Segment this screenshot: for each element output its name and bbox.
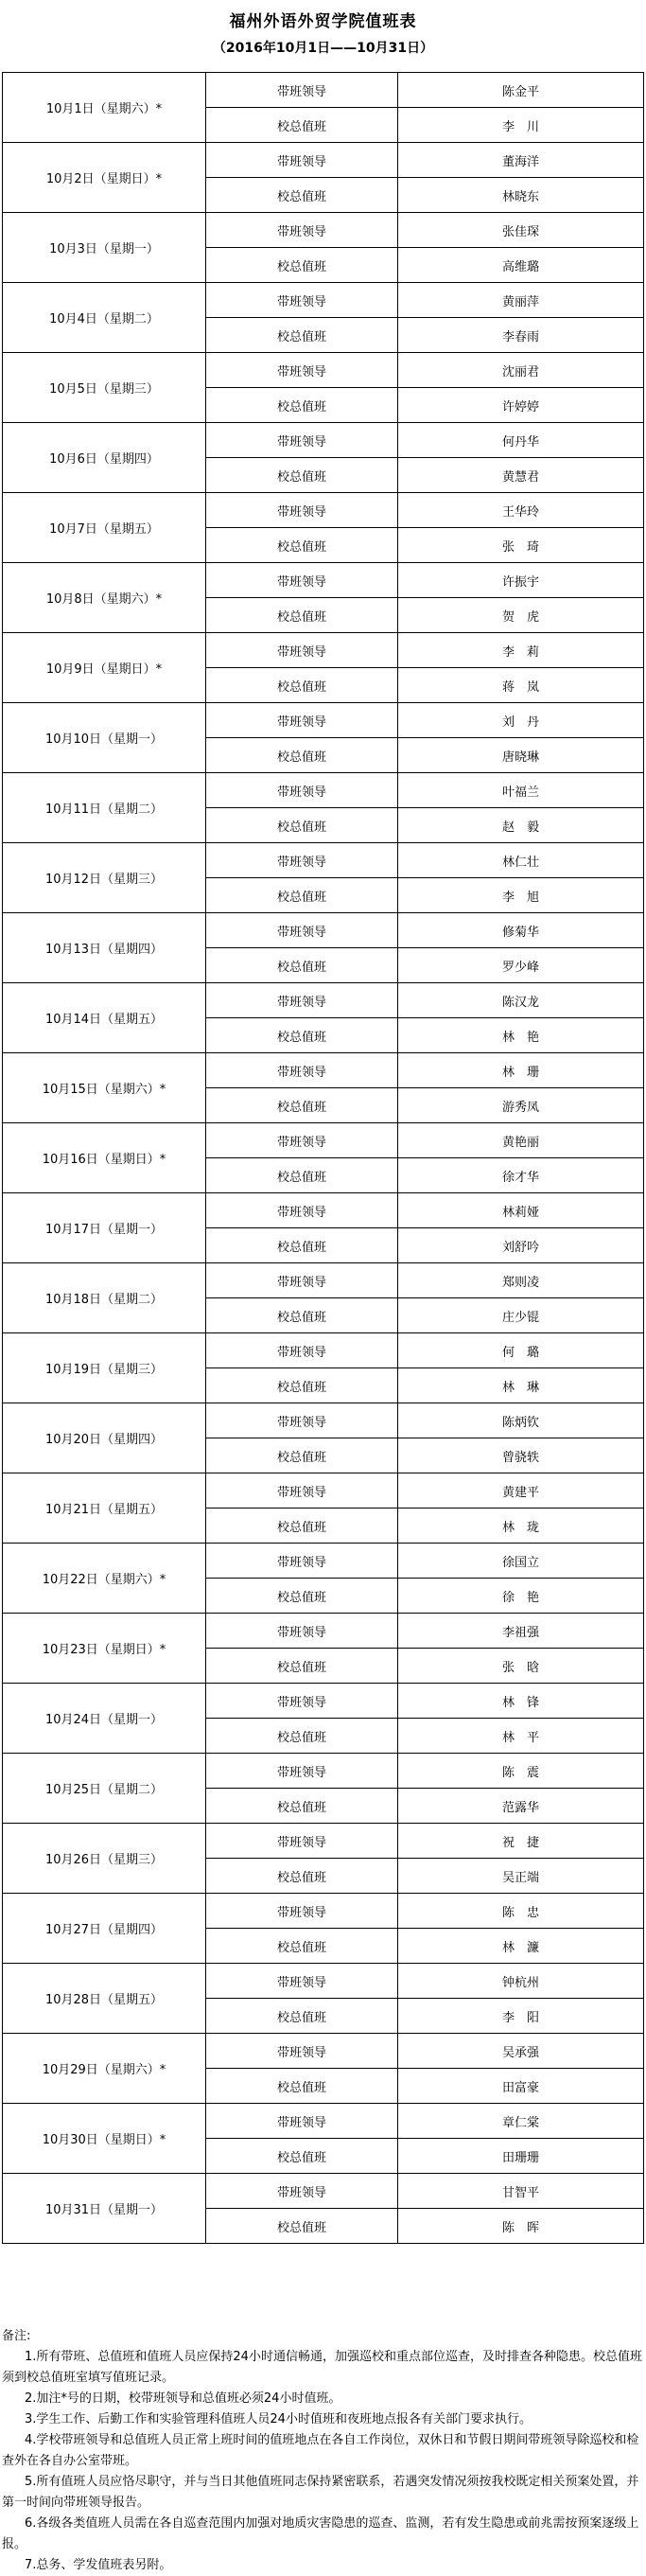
duty-role-cell: 校总值班 bbox=[206, 1579, 398, 1614]
lead-role-cell: 带班领导 bbox=[206, 143, 398, 178]
lead-role-cell: 带班领导 bbox=[206, 1754, 398, 1789]
duty-row-lead bbox=[3, 633, 644, 668]
duty-date-cell: 10月30日（星期日）* bbox=[3, 2104, 206, 2174]
duty-row-lead bbox=[3, 423, 644, 458]
lead-name-cell: 章仁棠 bbox=[398, 2104, 644, 2139]
lead-role-cell: 带班领导 bbox=[206, 73, 398, 108]
lead-role-cell: 带班领导 bbox=[206, 1614, 398, 1649]
page-title: 福州外语外贸学院值班表 bbox=[229, 12, 417, 31]
lead-name-cell: 甘智平 bbox=[398, 2174, 644, 2209]
duty-date-cell: 10月23日（星期日）* bbox=[3, 1614, 206, 1684]
duty-name-cell: 林 艳 bbox=[398, 1018, 644, 1053]
duty-role-cell: 校总值班 bbox=[206, 1929, 398, 1964]
lead-role-cell: 带班领导 bbox=[206, 563, 398, 598]
duty-role-cell: 校总值班 bbox=[206, 2139, 398, 2174]
lead-name-cell: 董海洋 bbox=[398, 143, 644, 178]
note-item: 1.所有带班、总值班和值班人员应保持24小时通信畅通，加强巡校和重点部位巡查，及时排查各种隐患。校总值班须到校总值班室填写值班记录。 bbox=[2, 2350, 642, 2385]
duty-role-cell: 校总值班 bbox=[206, 1509, 398, 1544]
duty-name-cell: 徐才华 bbox=[398, 1158, 644, 1193]
duty-name-cell: 吴正端 bbox=[398, 1859, 644, 1894]
note-item: 6.各级各类值班人员需在各自巡查范围内加强对地质灾害隐患的巡查、监测，若有发生隐患或前兆需按预案逐级上报。 bbox=[2, 2516, 639, 2551]
lead-name-cell: 黄建平 bbox=[398, 1473, 644, 1509]
duty-row-lead bbox=[3, 1263, 644, 1298]
duty-date-cell: 10月22日（星期六）* bbox=[3, 1544, 206, 1614]
lead-role-cell: 带班领导 bbox=[206, 423, 398, 458]
duty-row-lead bbox=[3, 703, 644, 738]
lead-role-cell: 带班领导 bbox=[206, 843, 398, 878]
lead-role-cell: 带班领导 bbox=[206, 493, 398, 528]
duty-role-cell: 校总值班 bbox=[206, 2209, 398, 2244]
duty-role-cell: 校总值班 bbox=[206, 878, 398, 913]
duty-role-cell: 校总值班 bbox=[206, 108, 398, 143]
duty-date-cell: 10月9日（星期日）* bbox=[3, 633, 206, 703]
duty-role-cell: 校总值班 bbox=[206, 1088, 398, 1123]
lead-name-cell: 何丹华 bbox=[398, 423, 644, 458]
duty-row-lead bbox=[3, 73, 644, 108]
lead-role-cell: 带班领导 bbox=[206, 633, 398, 668]
duty-name-cell: 庄少锟 bbox=[398, 1298, 644, 1333]
duty-row-lead bbox=[3, 213, 644, 248]
duty-role-cell: 校总值班 bbox=[206, 1438, 398, 1473]
duty-date-cell: 10月6日（星期四） bbox=[3, 423, 206, 493]
duty-row-lead bbox=[3, 1193, 644, 1228]
duty-role-cell: 校总值班 bbox=[206, 1719, 398, 1754]
lead-name-cell: 林 珊 bbox=[398, 1053, 644, 1088]
duty-role-cell: 校总值班 bbox=[206, 808, 398, 843]
duty-name-cell: 张 晗 bbox=[398, 1649, 644, 1684]
duty-role-cell: 校总值班 bbox=[206, 1018, 398, 1053]
duty-name-cell: 李 川 bbox=[398, 108, 644, 143]
duty-date-cell: 10月19日（星期三） bbox=[3, 1333, 206, 1403]
note-item: 5.所有值班人员应恪尽职守，并与当日其他值班同志保持紧密联系，若遇突发情况须按我校既定相关预案处置，并第一时间向带班领导报告。 bbox=[2, 2475, 639, 2510]
duty-row-lead bbox=[3, 1964, 644, 1999]
lead-role-cell: 带班领导 bbox=[206, 1894, 398, 1929]
lead-name-cell: 张佳琛 bbox=[398, 213, 644, 248]
duty-name-cell: 张 琦 bbox=[398, 528, 644, 563]
duty-date-cell: 10月13日（星期四） bbox=[3, 913, 206, 983]
duty-row-lead bbox=[3, 773, 644, 808]
duty-role-cell: 校总值班 bbox=[206, 1649, 398, 1684]
duty-role-cell: 校总值班 bbox=[206, 1368, 398, 1403]
note-item: 2.加注*号的日期，校带班领导和总值班必须24小时值班。 bbox=[25, 2391, 341, 2406]
duty-name-cell: 田珊珊 bbox=[398, 2139, 644, 2174]
lead-name-cell: 祝 捷 bbox=[398, 1824, 644, 1859]
duty-row-lead bbox=[3, 493, 644, 528]
duty-role-cell: 校总值班 bbox=[206, 1789, 398, 1824]
lead-name-cell: 许振宇 bbox=[398, 563, 644, 598]
duty-role-cell: 校总值班 bbox=[206, 1158, 398, 1193]
lead-name-cell: 郑则凌 bbox=[398, 1263, 644, 1298]
duty-row-lead bbox=[3, 1684, 644, 1719]
lead-name-cell: 修菊华 bbox=[398, 913, 644, 948]
duty-name-cell: 黄慧君 bbox=[398, 458, 644, 493]
duty-role-cell: 校总值班 bbox=[206, 248, 398, 283]
duty-row-lead bbox=[3, 1544, 644, 1579]
duty-roster-table bbox=[2, 72, 644, 2244]
lead-name-cell: 王华玲 bbox=[398, 493, 644, 528]
lead-name-cell: 陈 震 bbox=[398, 1754, 644, 1789]
duty-row-lead bbox=[3, 143, 644, 178]
lead-role-cell: 带班领导 bbox=[206, 1824, 398, 1859]
duty-date-cell: 10月8日（星期六）* bbox=[3, 563, 206, 633]
duty-name-cell: 范露华 bbox=[398, 1789, 644, 1824]
duty-role-cell: 校总值班 bbox=[206, 178, 398, 213]
duty-date-cell: 10月11日（星期二） bbox=[3, 773, 206, 843]
lead-role-cell: 带班领导 bbox=[206, 1684, 398, 1719]
duty-role-cell: 校总值班 bbox=[206, 738, 398, 773]
duty-name-cell: 高维璐 bbox=[398, 248, 644, 283]
duty-name-cell: 李 旭 bbox=[398, 878, 644, 913]
duty-name-cell: 唐晓琳 bbox=[398, 738, 644, 773]
lead-role-cell: 带班领导 bbox=[206, 913, 398, 948]
duty-name-cell: 林 琳 bbox=[398, 1368, 644, 1403]
lead-role-cell: 带班领导 bbox=[206, 1333, 398, 1368]
lead-name-cell: 叶福兰 bbox=[398, 773, 644, 808]
lead-name-cell: 徐国立 bbox=[398, 1544, 644, 1579]
duty-date-cell: 10月17日（星期一） bbox=[3, 1193, 206, 1263]
duty-row-lead bbox=[3, 1754, 644, 1789]
duty-row-lead bbox=[3, 353, 644, 388]
duty-date-cell: 10月20日（星期四） bbox=[3, 1403, 206, 1473]
duty-role-cell: 校总值班 bbox=[206, 1999, 398, 2034]
duty-name-cell: 林 珑 bbox=[398, 1509, 644, 1544]
lead-name-cell: 李 莉 bbox=[398, 633, 644, 668]
lead-role-cell: 带班领导 bbox=[206, 1544, 398, 1579]
duty-name-cell: 李春雨 bbox=[398, 318, 644, 353]
duty-name-cell: 田富豪 bbox=[398, 2069, 644, 2104]
duty-role-cell: 校总值班 bbox=[206, 458, 398, 493]
duty-name-cell: 赵 毅 bbox=[398, 808, 644, 843]
duty-name-cell: 徐 艳 bbox=[398, 1579, 644, 1614]
duty-row-lead bbox=[3, 283, 644, 318]
duty-date-cell: 10月1日（星期六）* bbox=[3, 73, 206, 143]
duty-date-cell: 10月16日（星期日）* bbox=[3, 1123, 206, 1193]
lead-role-cell: 带班领导 bbox=[206, 283, 398, 318]
lead-name-cell: 林仁壮 bbox=[398, 843, 644, 878]
lead-name-cell: 林 锋 bbox=[398, 1684, 644, 1719]
lead-name-cell: 刘 丹 bbox=[398, 703, 644, 738]
duty-date-cell: 10月5日（星期三） bbox=[3, 353, 206, 423]
lead-name-cell: 陈 忠 bbox=[398, 1894, 644, 1929]
lead-role-cell: 带班领导 bbox=[206, 1263, 398, 1298]
duty-roster-body bbox=[3, 73, 644, 2244]
lead-role-cell: 带班领导 bbox=[206, 2034, 398, 2069]
duty-name-cell: 曾骁轶 bbox=[398, 1438, 644, 1473]
lead-name-cell: 钟杭州 bbox=[398, 1964, 644, 1999]
lead-name-cell: 李祖强 bbox=[398, 1614, 644, 1649]
duty-role-cell: 校总值班 bbox=[206, 2069, 398, 2104]
duty-date-cell: 10月24日（星期一） bbox=[3, 1684, 206, 1754]
lead-role-cell: 带班领导 bbox=[206, 1403, 398, 1438]
duty-row-lead bbox=[3, 2174, 644, 2209]
lead-role-cell: 带班领导 bbox=[206, 2104, 398, 2139]
duty-date-cell: 10月26日（星期三） bbox=[3, 1824, 206, 1894]
date-range-subtitle: （2016年10月1日——10月31日） bbox=[212, 41, 434, 56]
duty-role-cell: 校总值班 bbox=[206, 668, 398, 703]
lead-role-cell: 带班领导 bbox=[206, 213, 398, 248]
duty-role-cell: 校总值班 bbox=[206, 948, 398, 983]
lead-role-cell: 带班领导 bbox=[206, 983, 398, 1018]
lead-role-cell: 带班领导 bbox=[206, 1964, 398, 1999]
duty-name-cell: 林晓东 bbox=[398, 178, 644, 213]
lead-name-cell: 黄丽萍 bbox=[398, 283, 644, 318]
duty-date-cell: 10月21日（星期五） bbox=[3, 1473, 206, 1544]
duty-name-cell: 林 平 bbox=[398, 1719, 644, 1754]
duty-row-lead bbox=[3, 983, 644, 1018]
note-item: 3.学生工作、后勤工作和实验管理科值班人员24小时值班和夜班地点报各有关部门要求执行。 bbox=[25, 2412, 532, 2426]
notes-list bbox=[2, 2347, 644, 2576]
notes-heading: 备注: bbox=[2, 2329, 31, 2343]
duty-row-lead bbox=[3, 1053, 644, 1088]
duty-row-lead bbox=[3, 1614, 644, 1649]
note-item: 7.总务、学发值班表另附。 bbox=[25, 2558, 172, 2572]
duty-row-lead bbox=[3, 843, 644, 878]
lead-role-cell: 带班领导 bbox=[206, 1053, 398, 1088]
duty-role-cell: 校总值班 bbox=[206, 1298, 398, 1333]
duty-row-lead bbox=[3, 1894, 644, 1929]
duty-name-cell: 李 阳 bbox=[398, 1999, 644, 2034]
lead-role-cell: 带班领导 bbox=[206, 1123, 398, 1158]
duty-date-cell: 10月2日（星期日）* bbox=[3, 143, 206, 213]
duty-role-cell: 校总值班 bbox=[206, 1859, 398, 1894]
notes-section bbox=[2, 2326, 644, 2576]
duty-role-cell: 校总值班 bbox=[206, 598, 398, 633]
duty-date-cell: 10月4日（星期二） bbox=[3, 283, 206, 353]
duty-name-cell: 陈 晖 bbox=[398, 2209, 644, 2244]
duty-date-cell: 10月29日（星期六）* bbox=[3, 2034, 206, 2104]
duty-date-cell: 10月18日（星期二） bbox=[3, 1263, 206, 1333]
lead-role-cell: 带班领导 bbox=[206, 353, 398, 388]
duty-row-lead bbox=[3, 563, 644, 598]
duty-row-lead bbox=[3, 2034, 644, 2069]
lead-name-cell: 陈金平 bbox=[398, 73, 644, 108]
lead-name-cell: 何 璐 bbox=[398, 1333, 644, 1368]
duty-date-cell: 10月25日（星期二） bbox=[3, 1754, 206, 1824]
duty-role-cell: 校总值班 bbox=[206, 1228, 398, 1263]
duty-role-cell: 校总值班 bbox=[206, 318, 398, 353]
duty-role-cell: 校总值班 bbox=[206, 388, 398, 423]
duty-name-cell: 罗少峰 bbox=[398, 948, 644, 983]
duty-date-cell: 10月27日（星期四） bbox=[3, 1894, 206, 1964]
duty-row-lead bbox=[3, 2104, 644, 2139]
duty-name-cell: 林 濂 bbox=[398, 1929, 644, 1964]
duty-name-cell: 许婷婷 bbox=[398, 388, 644, 423]
lead-name-cell: 沈丽君 bbox=[398, 353, 644, 388]
lead-role-cell: 带班领导 bbox=[206, 703, 398, 738]
duty-date-cell: 10月28日（星期五） bbox=[3, 1964, 206, 2034]
duty-date-cell: 10月12日（星期三） bbox=[3, 843, 206, 913]
lead-name-cell: 林莉娅 bbox=[398, 1193, 644, 1228]
duty-date-cell: 10月3日（星期一） bbox=[3, 213, 206, 283]
lead-role-cell: 带班领导 bbox=[206, 2174, 398, 2209]
duty-name-cell: 贺 虎 bbox=[398, 598, 644, 633]
duty-name-cell: 蒋 岚 bbox=[398, 668, 644, 703]
lead-role-cell: 带班领导 bbox=[206, 1193, 398, 1228]
duty-name-cell: 刘舒吟 bbox=[398, 1228, 644, 1263]
lead-name-cell: 陈炳钦 bbox=[398, 1403, 644, 1438]
duty-date-cell: 10月15日（星期六）* bbox=[3, 1053, 206, 1123]
duty-row-lead bbox=[3, 1824, 644, 1859]
duty-row-lead bbox=[3, 1403, 644, 1438]
lead-name-cell: 吴承强 bbox=[398, 2034, 644, 2069]
duty-date-cell: 10月31日（星期一） bbox=[3, 2174, 206, 2244]
duty-date-cell: 10月14日（星期五） bbox=[3, 983, 206, 1053]
lead-role-cell: 带班领导 bbox=[206, 773, 398, 808]
duty-date-cell: 10月10日（星期一） bbox=[3, 703, 206, 773]
duty-row-lead bbox=[3, 1123, 644, 1158]
duty-name-cell: 游秀凤 bbox=[398, 1088, 644, 1123]
lead-role-cell: 带班领导 bbox=[206, 1473, 398, 1509]
note-item: 4.学校带班领导和总值班人员正常上班时间的值班地点在各自工作岗位，双休日和节假日期间带班领导除巡校和检查外在各自办公室带班。 bbox=[2, 2433, 639, 2468]
duty-role-cell: 校总值班 bbox=[206, 528, 398, 563]
duty-row-lead bbox=[3, 913, 644, 948]
duty-row-lead bbox=[3, 1333, 644, 1368]
duty-row-lead bbox=[3, 1473, 644, 1509]
lead-name-cell: 黄艳丽 bbox=[398, 1123, 644, 1158]
lead-name-cell: 陈汉龙 bbox=[398, 983, 644, 1018]
duty-date-cell: 10月7日（星期五） bbox=[3, 493, 206, 563]
